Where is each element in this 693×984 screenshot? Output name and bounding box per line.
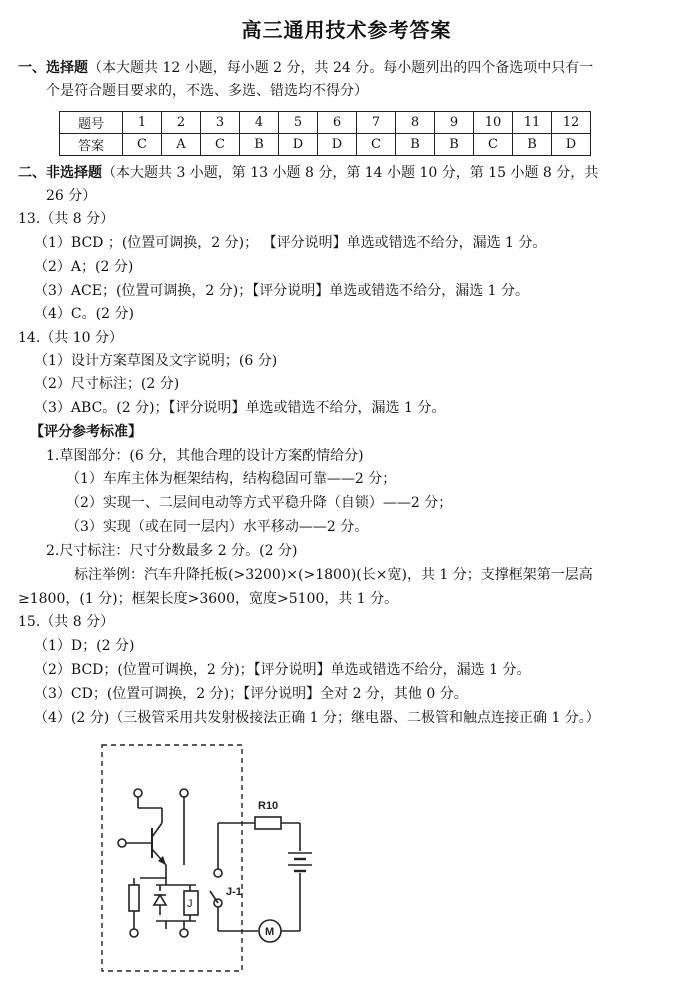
table-cell: B — [396, 134, 435, 156]
table-row-answers — [60, 134, 591, 156]
transistor-symbol — [152, 823, 166, 865]
section1-heading: 一、选择题 — [18, 60, 88, 76]
table-cell: 7 — [357, 112, 396, 134]
q14-example-line2: ≥1800，(1 分)；框架长度>3600，宽度>5100，共 1 分。 — [18, 591, 399, 607]
q14-header: 14.（共 10 分） — [18, 330, 123, 346]
section2-desc-line2: 26 分） — [46, 188, 97, 204]
motor-label: M — [265, 926, 275, 938]
table-cell: C — [123, 134, 162, 156]
table-cell: D — [279, 134, 318, 156]
table-cell: 2 — [162, 112, 201, 134]
resistor-r10 — [255, 817, 281, 829]
q14-part1-item-1: （1）车库主体为框架结构，结构稳固可靠——2 分； — [66, 471, 397, 487]
table-cell: A — [162, 134, 201, 156]
table-cell: D — [318, 134, 357, 156]
resistor-left — [129, 885, 139, 911]
section1-desc-line2: 个是符合题目要求的，不选、多选、错选均不得分） — [46, 83, 368, 99]
table-cell: C — [357, 134, 396, 156]
q13-item-1: （1）BCD ；(位置可调换，2 分)； 【评分说明】单选或错选不给分，漏选 1 分。 — [34, 235, 547, 251]
terminal-top-right — [180, 789, 188, 797]
relay-coil — [184, 885, 198, 921]
resistor-r10-label: R10 — [258, 800, 279, 812]
switch-contact-top — [214, 869, 222, 877]
table-cell: 3 — [201, 112, 240, 134]
q15-header: 15.（共 8 分） — [18, 614, 115, 630]
terminal-bottom-left — [130, 929, 138, 937]
table-cell: C — [201, 134, 240, 156]
section2-desc-line1: （本大题共 3 小题，第 13 小题 8 分，第 14 小题 10 分，第 15 小题 8 分，共 — [102, 165, 599, 181]
answer-table — [59, 111, 591, 156]
q15-item-3: （3）CD；(位置可调换，2 分)；【评分说明】全对 2 分，其他 0 分。 — [34, 686, 468, 702]
q14-item-1: （1）设计方案草图及文字说明；(6 分) — [34, 353, 278, 369]
q14-part1: 1.草图部分：(6 分，其他合理的设计方案酌情给分) — [46, 448, 364, 464]
table-cell: 8 — [396, 112, 435, 134]
relay-label: J — [187, 898, 193, 910]
q15-item-4: （4）(2 分)（三极管采用共发射极接法正确 1 分；继电器、二极管和触点连接正确 1 分。） — [34, 710, 600, 726]
table-cell: 6 — [318, 112, 357, 134]
q14-item-3: （3）ABC。(2 分)；【评分说明】单选或错选不给分，漏选 1 分。 — [34, 400, 446, 416]
table-cell: B — [435, 134, 474, 156]
q13-item-2: （2）A；(2 分) — [34, 259, 134, 275]
terminal-input — [118, 839, 126, 847]
q13-header: 13.（共 8 分） — [18, 211, 115, 227]
q15-item-2: （2）BCD；(位置可调换，2 分)；【评分说明】单选或错选不给分，漏选 1 分。 — [34, 662, 531, 678]
section2-heading: 二、非选择题 — [18, 165, 102, 181]
table-cell: 12 — [552, 112, 591, 134]
q14-part2: 2.尺寸标注：尺寸分数最多 2 分。(2 分) — [46, 543, 298, 559]
table-cell: C — [474, 134, 513, 156]
battery-symbol — [288, 853, 312, 871]
diode-symbol — [154, 885, 166, 915]
terminal-bottom-right — [180, 929, 188, 937]
table-cell: 10 — [474, 112, 513, 134]
table-cell: 9 — [435, 112, 474, 134]
table-cell: 11 — [513, 112, 552, 134]
table-cell: 4 — [240, 112, 279, 134]
q15-item-1: （1）D；(2 分) — [34, 638, 135, 654]
q13-item-4: （4）C。(2 分) — [34, 306, 134, 322]
q14-item-2: （2）尺寸标注；(2 分) — [34, 376, 180, 392]
q14-part1-item-2: （2）实现一、二层间电动等方式平稳升降（自锁）——2 分； — [66, 495, 453, 511]
q14-part1-item-3: （3）实现（或在同一层内）水平移动——2 分。 — [66, 519, 369, 535]
table-row-numbers — [60, 112, 591, 134]
page-title: 高三通用技术参考答案 — [241, 18, 452, 42]
table-cell: B — [240, 134, 279, 156]
q14-example-line1: 标注举例：汽车升降托板(>3200)×(>1800)(长×宽)，共 1 分；支撑框架第一层高 — [74, 567, 593, 583]
circuit-diagram — [100, 743, 340, 975]
row-label-answer: 答案 — [60, 134, 123, 156]
row-label-number: 题号 — [60, 112, 123, 134]
table-cell: 5 — [279, 112, 318, 134]
q13-item-3: （3）ACE；(位置可调换，2 分)；【评分说明】单选或错选不给分，漏选 1 分。 — [34, 283, 530, 299]
table-cell: D — [552, 134, 591, 156]
q14-criteria-title: 【评分参考标准】 — [30, 424, 142, 440]
section1-intro — [18, 57, 593, 79]
terminal-top-left — [134, 789, 142, 797]
section1-desc-line1: （本大题共 12 小题，每小题 2 分，共 24 分。每小题列出的四个备选项中只有一 — [88, 60, 594, 76]
table-cell: 1 — [123, 112, 162, 134]
switch-label: J-1 — [226, 886, 242, 898]
section2-intro — [18, 162, 598, 184]
table-cell: B — [513, 134, 552, 156]
dashed-module-box — [102, 745, 242, 971]
